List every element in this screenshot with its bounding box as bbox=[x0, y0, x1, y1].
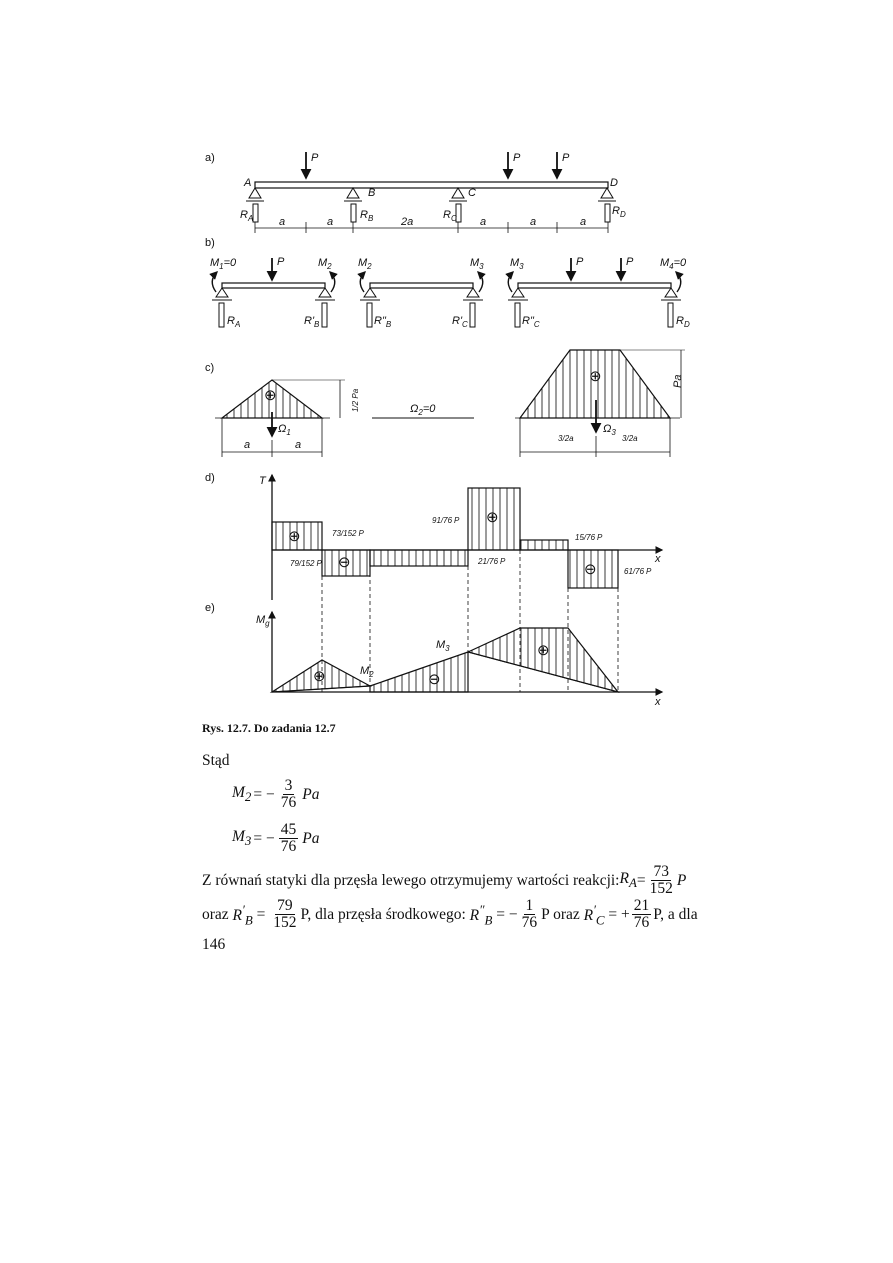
minus-sign: ⊖ bbox=[428, 671, 441, 688]
panel-a-label: a) bbox=[205, 152, 215, 164]
omega3-label: $\Omega_3$ bbox=[603, 423, 616, 437]
panel-b bbox=[205, 237, 690, 329]
load-label: P bbox=[311, 152, 319, 164]
reaction-label: $R"_C$ bbox=[522, 315, 540, 329]
dimension-lines-a bbox=[255, 222, 608, 233]
reaction-label: $R_A$ bbox=[240, 209, 254, 223]
panel-e-label: e) bbox=[205, 602, 215, 614]
plus-sign: ⊕ bbox=[537, 642, 550, 659]
reaction-label: $R'_B$ bbox=[304, 315, 320, 329]
load-label: P bbox=[576, 256, 584, 268]
plus-sign: ⊕ bbox=[486, 509, 499, 526]
moment-label: $M_2$ bbox=[318, 257, 332, 271]
span-label: a bbox=[480, 216, 487, 228]
shear-label: 73/152 P bbox=[332, 529, 364, 538]
reaction-label: $R_D$ bbox=[612, 205, 626, 219]
span-label: 3/2a bbox=[558, 434, 574, 443]
shear-label: 15/76 P bbox=[575, 533, 603, 542]
reaction-label: $R_C$ bbox=[443, 209, 457, 223]
load-label: P bbox=[626, 256, 634, 268]
equation-m2: $M_2$ = − $\frac{3}{76}$ Pa bbox=[232, 777, 320, 812]
supports-b bbox=[212, 288, 681, 300]
beam-a bbox=[255, 182, 608, 188]
page-number: 146 bbox=[202, 936, 226, 953]
equation-m3: $M_3$ = − $\frac{45}{76}$ Pa bbox=[232, 821, 320, 856]
m3-label: $M_3$ bbox=[436, 639, 450, 653]
beams-b bbox=[222, 283, 671, 288]
panel-d bbox=[205, 472, 662, 692]
dimension-lines-c3 bbox=[520, 418, 670, 457]
support-label-C: C bbox=[468, 187, 476, 199]
axis-label-Mg: $M_g$ bbox=[256, 614, 270, 628]
span-label: a bbox=[244, 439, 251, 451]
support-a bbox=[246, 188, 616, 201]
paragraph-line-2: oraz $R'_B$ = $\frac{79}{152}$ P, dla przęsła środkowego: $R''_B$ = − $\frac{1}{76}$ P oraz $R'_C$ = + $\frac{21}{76}$ P, a dla bbox=[202, 897, 698, 932]
moment-label: $M_3$ bbox=[510, 257, 524, 271]
m2-label: $M_2$ bbox=[360, 665, 374, 679]
text-stad: Stąd bbox=[202, 752, 230, 769]
shear-blocks bbox=[272, 488, 618, 588]
moment-label: $M_4=0$ bbox=[660, 257, 687, 271]
panel-a bbox=[205, 152, 626, 233]
moment-negative bbox=[370, 652, 468, 692]
height-right-label: Pa bbox=[672, 374, 684, 388]
panel-d-label: d) bbox=[205, 472, 215, 484]
span-label: a bbox=[327, 216, 334, 228]
axis-label-T: T bbox=[259, 475, 266, 487]
load-label: P bbox=[277, 256, 285, 268]
span-label: a bbox=[279, 216, 286, 228]
panel-b-label: b) bbox=[205, 237, 215, 249]
reactions-a bbox=[253, 204, 610, 222]
support-label-B: B bbox=[368, 187, 376, 199]
support-label-A: A bbox=[244, 177, 252, 189]
reaction-label: $R_B$ bbox=[360, 209, 374, 223]
load-label: P bbox=[562, 152, 570, 164]
moment-positive-2 bbox=[468, 628, 618, 692]
paragraph-line-1: Z równań statyki dla przęsła lewego otrzymujemy wartości reakcji: $R_A$ = $\frac{73}{152}$ P bbox=[202, 863, 687, 898]
plus-sign: ⊕ bbox=[589, 368, 602, 385]
shear-label: 61/76 P bbox=[624, 567, 652, 576]
span-label: 3/2a bbox=[622, 434, 638, 443]
axis-label-x: x bbox=[655, 696, 661, 708]
reaction-label: $R_A$ bbox=[227, 315, 241, 329]
load-label: P bbox=[513, 152, 521, 164]
omega2-label: $\Omega_2=0$ bbox=[410, 403, 436, 417]
figure-caption: Rys. 12.7. Do zadania 12.7 bbox=[202, 721, 336, 735]
height-left-label: 1/2 Pa bbox=[351, 388, 360, 412]
support-label-D: D bbox=[610, 177, 618, 189]
reaction-label: $R_D$ bbox=[676, 315, 690, 329]
panel-c bbox=[205, 350, 685, 457]
reaction-label: $R"_B$ bbox=[374, 315, 392, 329]
shear-label: 79/152 P bbox=[290, 559, 322, 568]
shear-label: 91/76 P bbox=[432, 516, 460, 525]
minus-sign: ⊖ bbox=[338, 554, 351, 571]
minus-sign: ⊖ bbox=[584, 561, 597, 578]
omega1-label: $\Omega_1$ bbox=[278, 423, 291, 437]
moment-label: $M_1=0$ bbox=[210, 257, 237, 271]
moment-label: $M_3$ bbox=[470, 257, 484, 271]
plus-sign: ⊕ bbox=[264, 387, 277, 404]
panel-e bbox=[205, 602, 662, 708]
moment-label: $M_2$ bbox=[358, 257, 372, 271]
shear-label: 21/76 P bbox=[478, 557, 506, 566]
panel-c-label: c) bbox=[205, 362, 215, 374]
reactions-b bbox=[219, 303, 673, 327]
reaction-label: $R'_C$ bbox=[452, 315, 468, 329]
span-label: a bbox=[295, 439, 302, 451]
axis-label-x: x bbox=[655, 553, 661, 565]
span-label: a bbox=[580, 216, 587, 228]
span-label: 2a bbox=[401, 216, 414, 228]
span-label: a bbox=[530, 216, 537, 228]
moment-arcs-b bbox=[212, 272, 681, 292]
plus-sign: ⊕ bbox=[313, 668, 326, 685]
plus-sign: ⊕ bbox=[288, 528, 301, 545]
